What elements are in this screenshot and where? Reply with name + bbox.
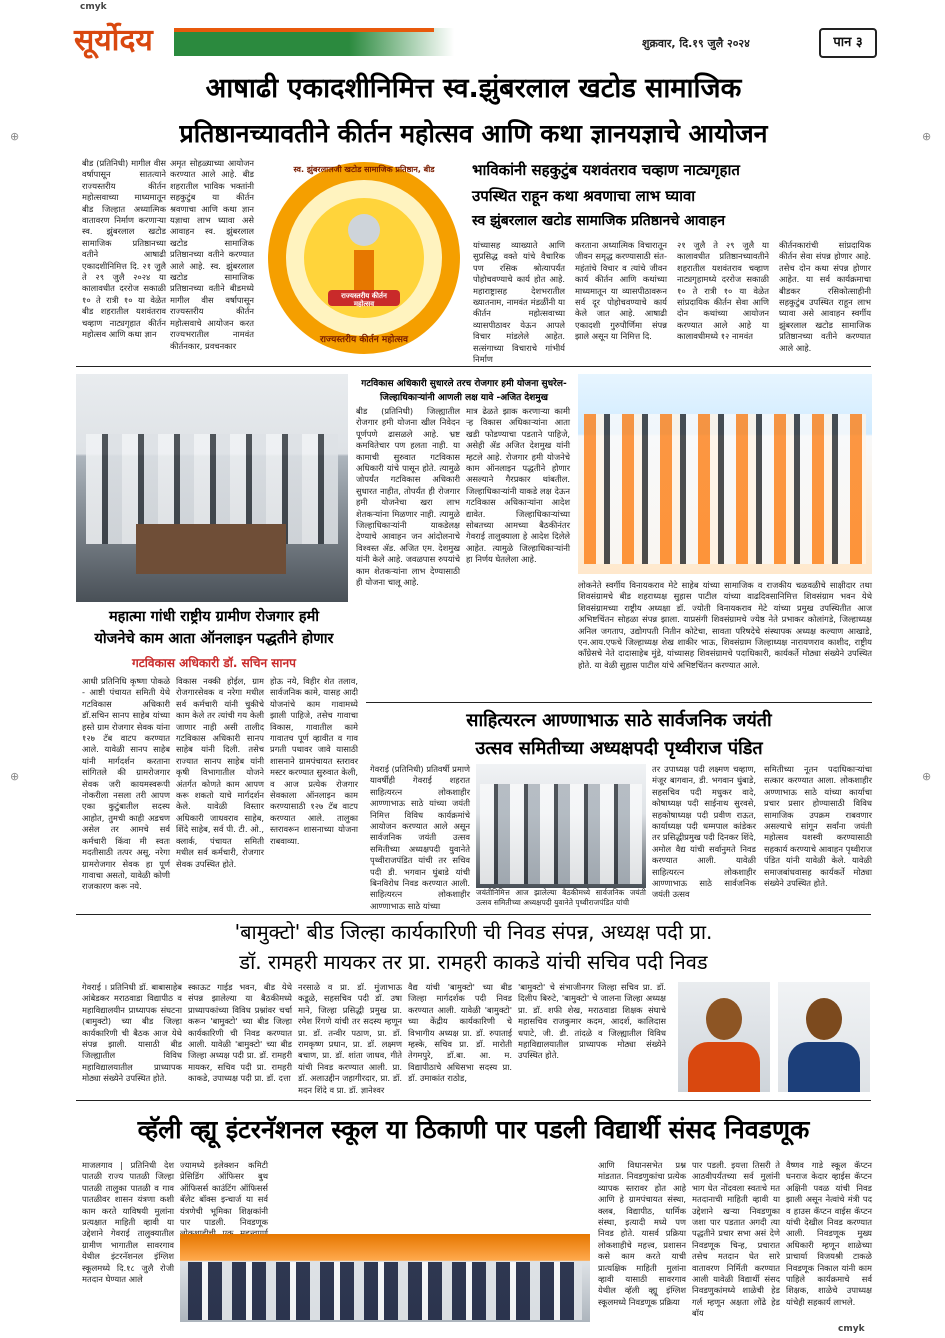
story1-column-3: यांच्यासह व्याख्याते आणि सुप्रसिद्ध वक्ते यांचे वैचारिक पण रसिक श्रोत्यापर्यंत पोहोचवण्याचे कार्य होत आहे. महाराष्ट्रासह देशभरातील ख्यातनाम, नामवंत मंडळींनी या कीर्तन महोत्सवाच्या व्यासपीठावर येऊन आपले विचार मांडलेले आहेत. सत्संगाच्या विचाराचे गांभीर्य निर्माण: [473, 240, 565, 365]
divider-story5: [76, 1100, 871, 1101]
story4-column-1: गेवराई (प्रतिनिधी) प्रतिवर्षी प्रमाणे यावर्षीही गेवराई शहरात साहित्यरत्न लोकशाहीर आण्णाभाऊ साठे यांच्या जयंती निमित्त विविध कार्यक्रमांचे आयोजन करण्यात आले असून सार्वजनिक जयंती उत्सव समितीच्या अध्यक्षपदी युवानेते पृथ्वीराजपंडित यांची तर सचिव पदी डी. भगवान घुंबाडे यांची बिनविरोध निवड करण्यात आली. साहित्यरत्न लोकशाहीर आण्णाभाऊ साठे यांच्या: [370, 764, 470, 911]
logo-bottom-text: राज्यस्तरीय कीर्तन महोत्सव: [319, 335, 409, 345]
portrait-secretary-body: [788, 1042, 860, 1092]
story4-photo-caption: जयंतीनिमित्त आज झालेल्या बैठकीमध्ये सार्वजनिक जयंती उत्सव समितीच्या अध्यक्षपदी युवानेते पृथ्वीराजपंडित यांची: [476, 888, 646, 907]
story1-column-2: अमृत सोहळ्याच्या आयोजन करण्यात आले आहे. बीड शहरातील भाविक भक्तांनी सहकुटुंब या कीर्तन श्रवणाचा आणि कथा ज्ञान यज्ञाचा लाभ घ्यावा असे आवाहन स्व. झुंबरलाल खटोड सामाजिक प्रतिष्ठानच्या वतीने करण्यात आले आहे. स्व. झुंबरलाल खटोड सामाजिक प्रतिष्ठानच्या वतीने बीडमध्ये मागील वीस वर्षापासून राज्यस्तरीय कीर्तन महोत्सवाचे आयोजन करत राज्यभरातील नामवंत कीर्तनकार, प्रवचनकार: [170, 158, 254, 351]
divider-story3: [366, 702, 872, 703]
students-row: [188, 1262, 582, 1320]
story5-headline-line2: डॉ. रामहरी मायकर तर प्रा. रामहरी काकडे यांची सचिव पदी निवड: [239, 950, 708, 974]
cmyk-label-top: cmyk: [80, 2, 107, 12]
registration-mark-right: ⊕: [922, 130, 932, 143]
divider-story4: [76, 914, 871, 915]
portrait-president-body: [688, 1042, 760, 1092]
story1-headline-line1: आषाढी एकादशीनिमित्त स्व.झुंबरलाल खटोड सामाजिक: [205, 73, 742, 104]
committee-photo-people: [480, 784, 642, 884]
story1-subheading-3: स्व झुंबरलाल खटोड सामाजिक प्रतिष्ठानचे आवाहन: [472, 213, 726, 229]
story4-headline-line2: उत्सव समितीच्या अध्यक्षपदी पृथ्वीराज पंडित: [475, 738, 763, 759]
story2-column-a: बीड (प्रतिनिधी) जिल्ह्यातील रोजगार हमी योजना खील निवेदन पूर्णपणे ढासळले आहे. भ्रष्ट कमवितेचार पण हलता नाही. या कामाची सुरुवात गटविकास अधिकारी यांचे पासून होते. त्यामुळे जोपर्यंत गटविकास अधिकारी सुधारत नाहीत, तोपर्यंत ही रोजगार हमी योजनेचा खरा लाभ शेतकऱ्यांना मिळणार नाही. त्यामुळे जिल्हाधिकाऱ्यांनी याकडेलक्ष देण्याचे आवाहन जन आंदोलनाचे विश्वस्त ॲड. अजित एम. देशमुख यांनी केले आहे. जवळपास रुपयांचे काम शेतकऱ्यांना लाभ देण्यासाठी ही योजना चालू आहे.: [356, 406, 460, 588]
story3-caption: लोकनेते स्वर्गीय विनायकराव मेटे साहेब यांच्या सामाजिक व राजकीय चळवळीचे साक्षीदार तथा शिवसंग्रामचे बीड शहराध्यक्ष सुहास पाटील यांच्या वाढदिवसानिमित्त शिवसंग्राम भवन येथे शिवसंग्रामच्या राष्ट्रीय अध्यक्षा डॉ. ज्योती विनायकराव मेटे यांच्या प्रमुख उपस्थितीत आज अभिष्टचिंतन सोहळा संपन्न झाला. याप्रसंगी शिवसंग्रामचे ज्येष्ठ नेते प्रभाकर कोलांगडे, जिल्हाध्यक्ष अनिल जगताप, उद्योगपती नितीन कोटेचा, सावता परिषदेचे संस्थापक अध्यक्ष कल्याण आखाडे, एन.आय.एफचे जिल्हाध्यक्ष शेख शाकीर भाऊ, शिवसंग्राम जिल्हाध्यक्ष नारायणराव काशीद, राष्ट्रीय काँग्रेसचे नेते दादासाहेब मुंडे, यांच्यासह शिवसंग्रामचे पदाधिकारी, कार्यकर्ते मोठ्या संख्येने उपस्थित होते. या वेळी सुहास पाटील यांचे अभिष्टचिंतन करण्यात आले.: [578, 580, 872, 670]
story2-column-b: मात्र ढेळते झाक करणाऱ्या कामी ऱ्ह विकास अधिकाऱ्यांना आता खडी फोडण्याचा पडताने पाहिजे, असेही ॲड अजित देशमुख यांनी म्हटले आहे. रोजगार हमी योजनेचे काम ऑनलाइन पद्धतीने होणार असल्याने गैरप्रकार थांबतील. जिल्हाधिकाऱ्यांनी याकडे लक्ष देऊन गटविकास अधिकाऱ्यांना आदेश द्यावेत. जिल्हाधिकाऱ्यांच्या सोबतच्या आमच्या बैठकीनंतर गेवराई तालुक्याला हे आदेश दिलेले आहेत. त्यामुळे जिल्हाधिकाऱ्यांनी हा निर्णय घेतलेला आहे.: [466, 406, 570, 565]
story1-subheading-1: भाविकांनी सहकुटुंब यशवंतराव चव्हाण नाट्यगृहात: [472, 161, 740, 179]
story2-column-e: होऊ नये, विहीर शेत तलाव, सार्वजनिक कामे, यासह आदी योजनांचे काम गावामध्ये झाली पाहिजे, तसेच गावाचा विकास, गावातील कामे गावातच पूर्ण व्हावीत व गाव प्रगती पथावर जावे यासाठी शासनाने ग्रामपंचायत स्तरावर मस्टर करण्यात सुरुवात केली, व आज प्रत्येक रोजगार सेवकाला ऑनलाइन काम करण्यासाठी १२७ टॅब वाटप करण्यात आले. तालुका स्तरावरून शासनाच्या योजना राबवाव्या.: [270, 676, 358, 846]
kirtan-logo-graphic: [266, 160, 462, 356]
story1-column-1: बीड (प्रतिनिधी) मागील वीस वर्षापासून सातत्याने राज्यस्तरीय कीर्तन महोत्सवाच्या माध्यमातून बीड जिल्हात अध्यात्मिक वातावरण निर्माण करणाऱ्या स्व. झुंबरलाल खटोड सामाजिक प्रतिष्ठानच्या वतीने आषाढी एकादशीनिमित्त दि. २१ जुलै ते २९ जुलै २०२४ या कालावधीत दररोज सकाळी १० ते रात्री १० या वेळेत बीड शहरातील यशवंतराव चव्हाण नाट्यगृहात कीर्तन महोत्सव आणि कथा ज्ञान: [82, 158, 166, 340]
newspaper-title: सूर्योदय: [74, 23, 153, 58]
portrait-president: [678, 982, 770, 1092]
story1-column-5: २१ जुलै ते २९ जुलै या कालावधीत प्रतिष्ठानच्यावतीने शहरातील यशवंतराव चव्हाण नाट्यगृहामध्ये दररोज सकाळी १० ते रात्री १० या वेळेत सांप्रदायिक कीर्तन सेवा आणि दोन कथांच्या आयोजन करण्यात आले आहे या कालावधीमध्ये १२ नामवंत: [677, 240, 769, 342]
story4-column-4: समितीच्या नूतन पदाधिकाऱ्यांचा सत्कार करण्यात आला. लोकशाहीर अण्णाभाऊ साठे यांच्या कार्याचा प्रचार प्रसार होण्यासाठी विविध सामाजिक उपक्रम राबवणार असल्याचे सांगून सर्वांना जयंती महोत्सव यशस्वी करण्यासाठी सहकार्य करण्याचे आवाहन पृथ्वीराज पंडित यांनी यावेळी केले. यावेळी समाजबांधवासह कार्यकर्ते मोठ्या संख्येने उपस्थित होते.: [764, 764, 872, 889]
portrait-president-head: [706, 998, 742, 1040]
story5-column-5: 'बामुक्टो' चे संभाजीनगर जिल्हा सचिव प्रा. डॉ. दिलीप बिरुटे, 'बामुक्टो' चे जालना जिल्हा अध्यक्ष प्रा. डॉ. शफी शेख, मराठवाडा शिक्षक संघाचे महासचिव राजकुमार कदम, आदर्श, कालिदास धपाटे, जी. डी. तांदळे व जिल्ह्यातील विविध महाविद्यालयातील प्राध्यापक मोठ्या संख्येने उपस्थित होते.: [518, 982, 666, 1061]
masthead: [74, 18, 874, 62]
student-election-photo: [180, 1234, 590, 1322]
story1-headline-line2: प्रतिष्ठानच्यावतीने कीर्तन महोत्सव आणि कथा ज्ञानयज्ञाचे आयोजन: [179, 119, 768, 148]
story1-column-4: करताना अध्यात्मिक विचारातून जीवन समृद्ध करण्यासाठी संत-महंतांचे विचार व त्यांचे जीवन कार्य कीर्तन आणि कथांच्या माध्यमातून या व्यासपीठावरून सर्व दूर पोहोचवण्याचे कार्य केले जात आहे. आषाढी एकादशी गुरुपौर्णिमा संपन्न झाले असून या निमित्त दि.: [575, 240, 667, 342]
cmyk-label-bottom: cmyk: [838, 1324, 865, 1334]
committee-photo: [476, 764, 646, 888]
story6-column-1: माजलगाव | प्रतिनिधी देश पातळी राज्य पातळी जिल्हा पातळी तालुका पातळी व गाव पातळीवर शासन यंत्रणा कशी काम करते याविषयी मुलांना प्रत्यक्षात माहिती व्हावी या उद्देशाने गेवराई तालुक्यातील ग्रामीण भागातील सावरगाव येथील इंटरनॅशनल इंग्लिश स्कूलमध्ये दि.१८ जुलै रोजी मतदान घेण्यात आले: [82, 1160, 174, 1285]
masthead-stripe-orange: [174, 28, 434, 32]
story6-headline: व्हॅली व्ह्यू इंटरनॅशनल स्कूल या ठिकाणी पार पडली विद्यार्थी संसद निवडणूक: [137, 1115, 810, 1144]
photo-group: [584, 414, 866, 564]
story2-kicker: गटविकास अधिकारी सुधारले तरच रोजगार हमी योजना सुधरेल-: [361, 379, 567, 389]
story2-column-d: विकास नक्की होईल, ग्राम रोजगारसेवक व नरेगा मधील सर्व कर्मचारी यांनी चुकीचे काम केले तर त्यांची गय केली जाणार नाही असी तालीद गटविकास अधिकारी सानप साहेब यांनी दिली. तसेच राज्यात सानप साहेब यांनी कृषी विभागातील योजने अंतर्गत कोणते काम आपण करू शकतो याचे मार्गदर्शन केले. यावेळी विस्तार अधिकारी जाधवराव साहेब, शिंदे साहेब, सर्व पी. टी. ओ., क्लार्क, पंचायत समिती मधील सर्व कर्मचारी, रोजगार सेवक उपस्थित होते.: [176, 676, 264, 869]
story6-column-3: आणि विधानसभेत प्रश्न मांडतात. निवडणुकांचा प्रत्येक व्यापक स्तरावर होत आहे आणि हे ग्रामपंचायत संस्था, क्लब, विद्यापीठ, धार्मिक संस्था, इत्यादी मध्ये पण निवड होते. यासर्व प्रक्रिया लोकशाहीचे महत्त्व, प्रशासन कसे काम करते याची प्रात्यक्षिक माहिती मुलांना व्हावी यासाठी सावरगाव येथील व्हॅली व्ह्यू इंग्लिश स्कूलमध्ये निवडणूक प्रक्रिया: [598, 1160, 686, 1307]
registration-mark-right-mid: ⊕: [922, 770, 932, 783]
portrait-secretary: [778, 982, 870, 1092]
masthead-stripe: [174, 28, 874, 56]
logo-ring-text: स्व. झुंबरलालजी खटोड सामाजिक प्रतिष्ठान, बीड: [293, 165, 435, 174]
logo-inner-text: राज्यस्तरीय कीर्तन महोत्सव: [341, 292, 387, 308]
tab-distribution-photo: [76, 374, 348, 602]
story2-kicker-2: जिल्हाधिकाऱ्यांनी आणली लक्ष यावे -अजित देशमुख: [379, 393, 549, 403]
cmyk-mark-top: [80, 2, 107, 12]
portrait-secretary-head: [806, 998, 842, 1040]
story1-subheading-2: उपस्थित राहून कथा श्रवणाचा लाभ घ्यावा: [472, 187, 696, 205]
story5-column-4: वैद्य यांची 'बामुक्टो' च्या बीड जिल्हा मार्गदर्शक पदी निवड करण्यात आली. यावेळी 'बामुक्टो' च्या केंद्रीय कार्यकारिणी चे विभागीय अध्यक्ष प्रा. डॉ. रुपाताई म्हस्के, सचिव प्रा. डॉ. मारोती तेगमपुरे, डॉ.बा. आ. म. विद्यापीठाचे अधिसभा सदस्य प्रा. डॉ. उमाकांत राठोड,: [408, 982, 512, 1084]
registration-mark-left-mid: ⊕: [10, 770, 20, 783]
cmyk-mark-bottom: [838, 1324, 865, 1334]
story2-headline-line2: योजनेचे काम आता ऑनलाइन पद्धतीने होणार: [94, 631, 334, 647]
issue-date: शुक्रवार, दि.१९ जुलै २०२४: [642, 37, 750, 50]
story2-column-c: आधी प्रतिनिधि कृष्णा पोकळे - आष्टी पंचायत समिती येथे गटविकास अधिकारी डॉ.सचिन सानप साहेब यांच्या हस्ते ग्राम रोजगार सेवक यांना १२७ टॅब वाटप करण्यात आले. यावेळी सानप साहेब यांनी मार्गदर्शन करताना सांगितले की ग्रामरोजगार सेवक जरी कायमस्वरूपी नोकरीला नसला तरी आपण एका कुटुंबातील सदस्य आहोत, तुमची काही अडचण असेल तर आमचे सर्व कर्मचारी किंवा मी स्वतः मदतीसाठी तत्पर असू. नरेगा ग्रामरोजगार सेवक हा पूर्ण गावाचा असतो, यावेळी कोणी राजकारण करू नये.: [82, 676, 170, 892]
registration-mark-left: ⊕: [10, 130, 20, 143]
story5-headline-line1: 'बामुक्टो' बीड जिल्हा कार्यकारिणी ची निवड संपन्न, अध्यक्ष पदी प्रा.: [234, 920, 713, 944]
story5-column-3: नरसाळे व प्रा. डॉ. मुंजाभाऊ कडूळे, सहसचिव पदी डॉ. उषा माने, जिल्हा प्रसिद्धी प्रमुख प्रा. रमेश रिंगणे यांची तर सदस्य म्हणून प्रा. डॉ. तन्वीर पठाण, प्रा. डॉ. रामकृष्ण प्रधान, प्रा. डॉ. लक्ष्मण बचाण, प्रा. डॉ. शांता जाधव, गीते यांची निवड करण्यात आली. प्रा. डॉ. अलाउद्दीन जहागीरदार, प्रा. डॉ. मदन शिंदे व प्रा. डॉ. ज्ञानेश्वर: [298, 982, 402, 1095]
photo-desk: [136, 524, 286, 574]
story2-byline: गटविकास अधिकारी डॉ. सचिन सानप: [131, 656, 296, 670]
divider-story1: [76, 366, 871, 367]
story5-column-2: स्काऊट गाईड भवन, बीड येथे संपन्न झालेल्या या बैठकीमध्ये प्राध्यापकांच्या विविध प्रश्नांवर चर्चा करून 'बामुक्टो' च्या बीड जिल्हा कार्यकारिणी ची निवड करण्यात आली. यावेळी 'बामुक्टो' च्या बीड जिल्हा अध्यक्ष पदी प्रा. डॉ. रामहरी मायकर, सचिव पदी प्रा. रामहरी काकडे, उपाध्यक्ष पदी प्रा. डॉ. दत्ता: [188, 982, 292, 1084]
story4-column-3: तर उपाध्यक्ष पदी लक्ष्मण चव्हाण, मंजूर बागवान, डी. भगवान घुंबाडे, सहसचिव पदी मधुकर वादे, कोषाध्यक्ष पदी साईनाथ सुरवसे, सहकोषाध्यक्ष पदी प्रवीण राऊत, कार्याध्यक्ष पदी धम्मपाल कांडेकर तर प्रसिद्धीप्रमुख पदी दिनकर शिंदे, अमोल वैद्य यांची सर्वानुमते निवड करण्यात आली. यावेळी साहित्यरत्न लोकशाहीर आण्णाभाऊ साठे सार्वजनिक जयंती उत्सव: [652, 764, 756, 900]
story6-column-4: पार पडली. इयत्ता तिसरी ते आठवीपर्यंतच्या सर्व मुलांनी भाग घेत नोंदवला स्वतःचे मत मतदानाची माहिती व्हावी या उद्देशाने खऱ्या निवडणुका जशा पार पडतात अगदी त्या पद्धतीने प्रचार सभा असं देणे निवडणूक चिन्ह, प्रचारात तसेच मतदान घेत सारे वातावरण निर्मिती करण्यात आली यावेळी विद्यार्थी संसद निवडणुकांमध्ये शाळेची हेड गर्ल म्हणून अक्षता लोंढे हेड बॉय: [692, 1160, 780, 1319]
kirtan-festival-logo: [266, 160, 462, 356]
story2-headline-line1: महात्मा गांधी राष्ट्रीय ग्रामीण रोजगार हमी: [108, 609, 320, 625]
story1-column-6: कीर्तनकारांची सांप्रदायिक कीर्तन सेवा संपन्न होणार आहे. तसेच दोन कथा संपन्न होणार आहेत. या सर्व कार्यक्रमाचा बीडकर रसिकोत्साहीनी सहकुटुंब उपस्थित राहून लाभ घ्यावा असे आवाहन स्वर्गीय झुंबरलाल खटोड सामाजिक प्रतिष्ठानच्या वतीने करण्यात आले आहे.: [779, 240, 871, 353]
page-number-badge: [819, 28, 877, 58]
birthday-felicitation-photo: [578, 374, 872, 574]
story6-column-2: ज्यामध्ये इलेक्शन कमिटी प्रेसिडिंग ऑफिसर बुथ ऑफिसर्स काउंटिंग ऑफिसर्स बॅलेट बॉक्स इन्चार्ज या सर्व यंत्रणेची भूमिका शिक्षकांनी पार पाडली. निवडणूक: [180, 1160, 268, 1228]
story5-column-1: गेवराई । प्रतिनिधी डॉ. बाबासाहेब आंबेडकर मराठवाडा विद्यापीठ व महाविद्यालयीन प्राध्यापक संघटना (बामुक्टो) च्या बीड जिल्हा कार्यकारिणी ची बैठक आज येथे संपन्न झाली. यासाठी बीड जिल्ह्यातील विविध महाविद्यालयातील प्राध्यापक मोठ्या संख्येने उपस्थित होते.: [82, 982, 182, 1084]
story6-column-5: वैष्णव गाडे स्कूल कॅप्टन घनराज केदार व्हाईस कॅप्टन अक्षिनी पवळ यांची निवड झाली असून नेत्वांचे मंत्री पद व हाउस कॅप्टन वाईस कॅप्टन यांची देखील निवड करण्यात आली. निवडणूक मुख्य अधिकारी म्हणून शाळेच्या प्राचार्या विजयश्री टाकळे निवडणूक निकाल यांनी काम पाहिले कार्यक्रमाचे सर्व शिक्षक, शाळेचे उपाध्यक्ष यांचेही सहकार्य लाभले.: [786, 1160, 872, 1307]
page-number: पान ३: [833, 35, 863, 50]
story4-headline-line1: साहित्यरत्न आण्णाभाऊ साठे सार्वजनिक जयंती: [466, 710, 772, 731]
